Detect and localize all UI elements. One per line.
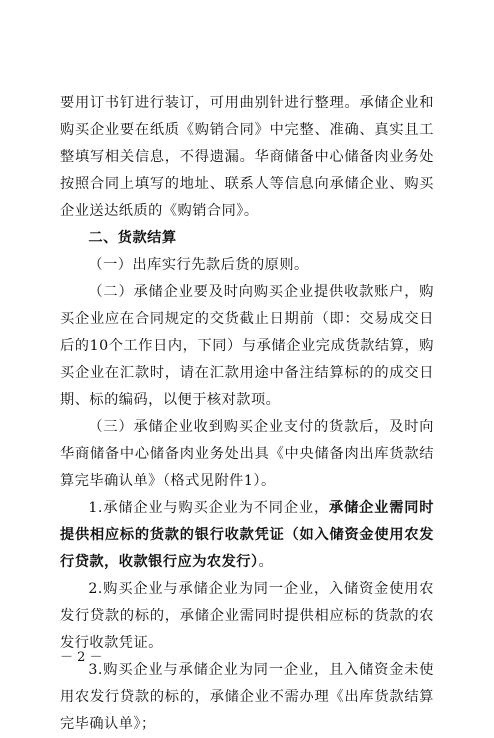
page-number: － 2 － bbox=[60, 650, 103, 665]
sub-1-end-text: 。 bbox=[258, 554, 274, 570]
paragraph-sub-3: 3.购买企业与承储企业为同一企业，且入储资金未使用农发行贷款的标的，承储企业不需办理《出库货款结算完毕确认单》； bbox=[60, 662, 434, 732]
paragraph-item-3: （三）承储企业收到购买企业支付的货款后，及时向华商储备中心储备肉业务处出具《中央储备肉出库货款结算完毕确认单》（格式见附件1）。 bbox=[60, 419, 434, 489]
paragraph-sub-1 bbox=[60, 495, 434, 576]
paragraph-item-1: （一）出库实行先款后货的原则。 bbox=[88, 257, 309, 273]
document-body bbox=[60, 90, 434, 738]
section-heading: 二、货款结算 bbox=[88, 230, 177, 246]
paragraph-continued: 要用订书钉进行装订，可用曲别针进行整理。承储企业和购买企业要在纸质《购销合同》中完整、准确、真实且工整填写相关信息，不得遗漏。华商储备中心储备肉业务处按照合同上填写的地址、联系人等信息向承储企业、购买企业送达纸质的《购销合同》。 bbox=[60, 95, 434, 219]
sub-1-plain-text: 1.承储企业与购买企业为不同企业， bbox=[88, 500, 330, 516]
paragraph-item-2: （二）承储企业要及时向购买企业提供收款账户，购买企业应在合同规定的交货截止日期前（即：交易成交日后的10个工作日内，下同）与承储企业完成货款结算，购买企业在汇款时，请在汇款用途中备注结算标的的成交日期、标的编码，以便于核对款项。 bbox=[60, 284, 434, 408]
sub-1-bold-text: 承储企业需同时提供相应标的货款的银行收款凭证（如入储资金使用农发行贷款，收款银行应为农发行） bbox=[60, 500, 434, 570]
paragraph-sub-2: 2.购买企业与承储企业为同一企业，入储资金使用农发行贷款的标的，承储企业需同时提供相应标的货款的农发行收款凭证。 bbox=[60, 581, 434, 651]
